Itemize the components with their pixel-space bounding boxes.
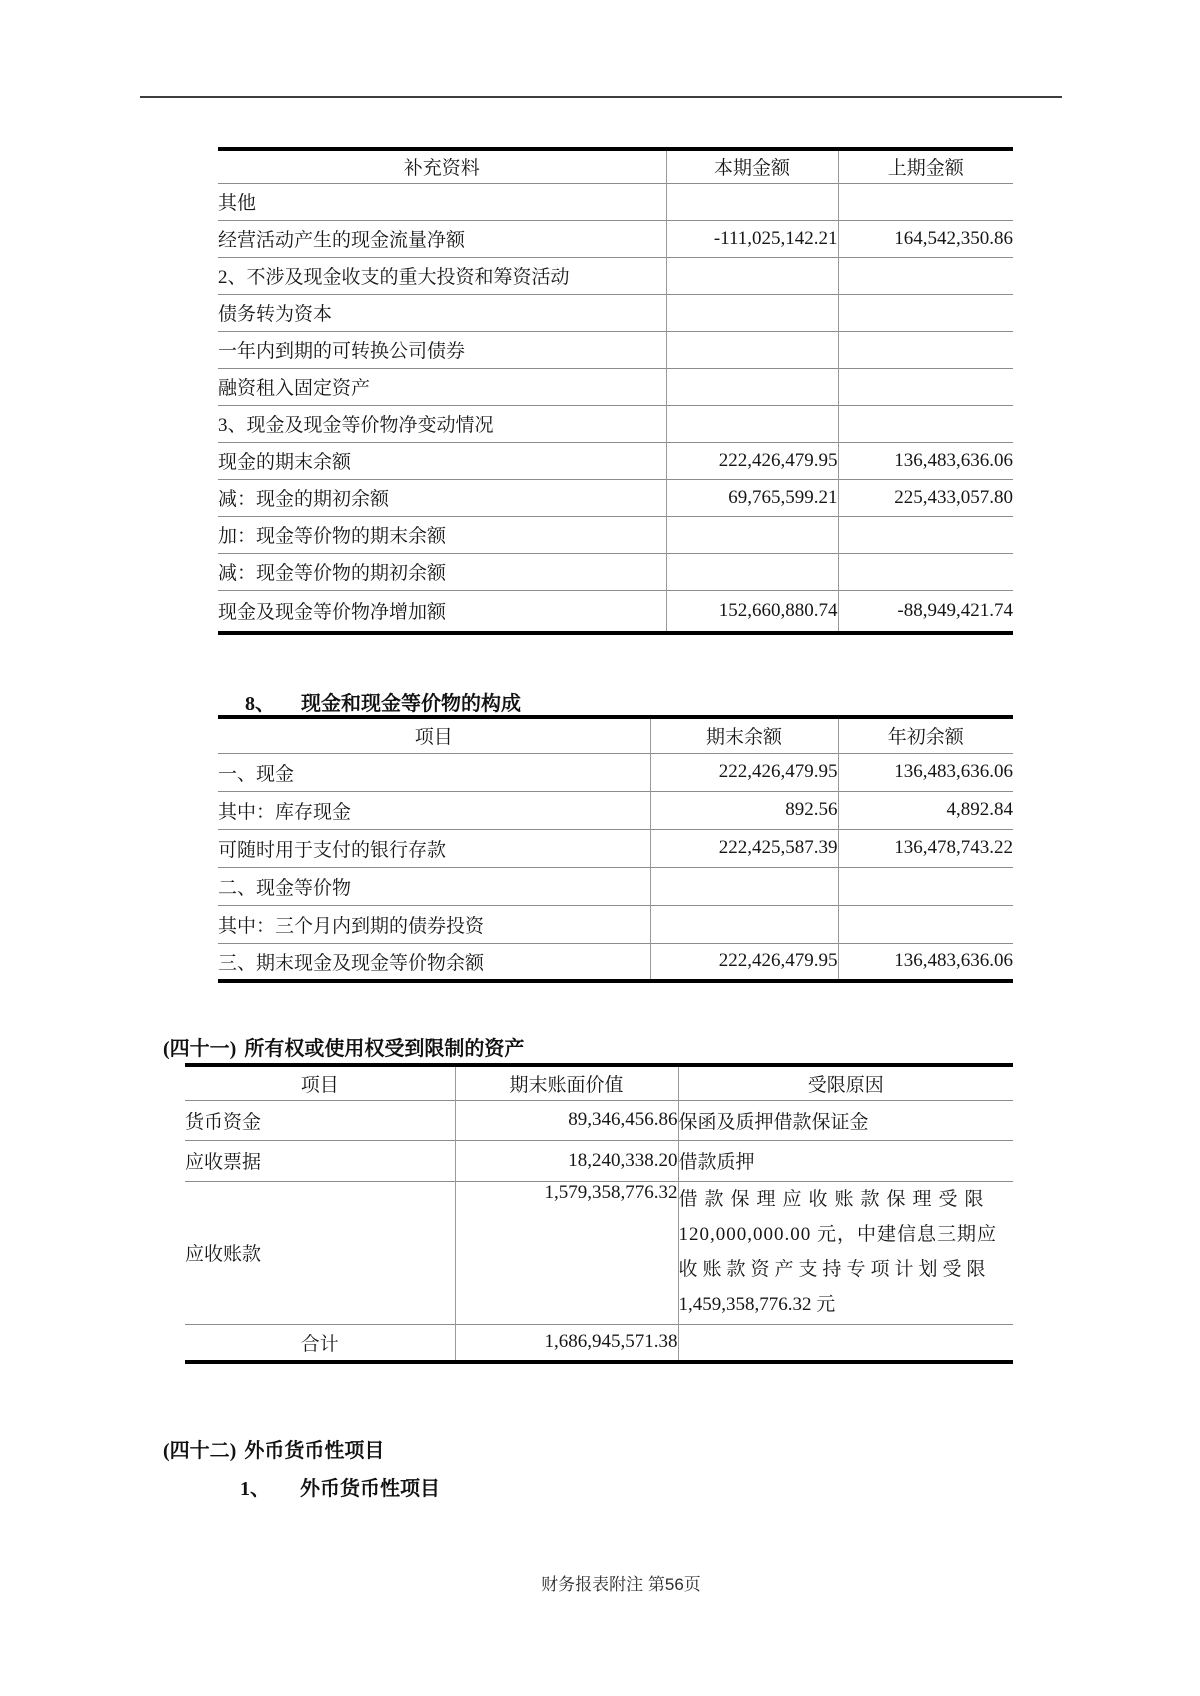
table-row	[218, 220, 1013, 257]
row-label: 3、现金及现金等价物净变动情况	[218, 415, 494, 436]
table-row	[218, 331, 1013, 368]
section-number: (四十二)	[163, 1440, 237, 1462]
column-header-supplementary: 补充资料	[403, 158, 480, 180]
row-label: 可随时用于支付的银行存款	[218, 839, 447, 861]
restriction-reason: 借款质押	[678, 1140, 1013, 1181]
row-label: 2、不涉及现金收支的重大投资和筹资活动	[218, 267, 570, 288]
restriction-reason: 保函及质押借款保证金	[678, 1100, 1013, 1140]
row-label: 现金及现金等价物净增加额	[218, 602, 447, 624]
beginning-balance: 136,478,743.22	[838, 829, 1013, 867]
row-label: 减：现金的期初余额	[218, 489, 390, 510]
row-label: 其中：三个月内到期的债券投资	[218, 915, 485, 937]
row-label: 减：现金等价物的期初余额	[218, 563, 447, 584]
row-label: 一年内到期的可转换公司债券	[218, 341, 466, 362]
section-title: 外币货币性项目	[300, 1478, 440, 1500]
row-label: 融资租入固定资产	[218, 378, 371, 399]
section-heading-restricted-assets	[163, 1032, 524, 1061]
table-row	[218, 553, 1013, 590]
restricted-assets-table	[185, 1063, 1013, 1364]
section-heading-foreign-currency	[163, 1434, 384, 1463]
column-header-item: 项目	[300, 1074, 339, 1096]
page-footer: 财务报表附注 第56页	[541, 1575, 701, 1594]
beginning-balance	[838, 867, 1013, 905]
row-label: 三、期末现金及现金等价物余额	[218, 952, 485, 974]
supplementary-info-table	[218, 147, 1013, 635]
cash-composition-table	[218, 715, 1013, 983]
table-row	[218, 905, 1013, 943]
section-number: 8、	[245, 693, 275, 715]
page-header-rule	[140, 96, 1062, 98]
table-row	[185, 1100, 1013, 1140]
row-label: 其中：库存现金	[218, 801, 352, 823]
row-label: 现金的期末余额	[218, 452, 352, 473]
current-amount	[666, 294, 838, 331]
restriction-reason	[678, 1181, 1013, 1324]
column-header-restriction-reason: 受限原因	[678, 1065, 1013, 1100]
column-header-ending-balance: 期末余额	[650, 717, 838, 753]
beginning-balance	[838, 905, 1013, 943]
row-label: 经营活动产生的现金流量净额	[218, 230, 466, 251]
beginning-balance: 4,892.84	[838, 791, 1013, 829]
beginning-balance: 136,483,636.06	[838, 753, 1013, 791]
prior-amount	[838, 553, 1013, 590]
table-row	[218, 516, 1013, 553]
row-label: 二、现金等价物	[218, 877, 352, 899]
subsection-heading-foreign-currency-items	[240, 1472, 440, 1501]
ending-book-value: 1,579,358,776.32	[455, 1181, 678, 1324]
table-row	[218, 943, 1013, 981]
table-row	[218, 867, 1013, 905]
prior-amount: 164,542,350.86	[838, 220, 1013, 257]
table-row	[218, 442, 1013, 479]
table-header-row	[218, 149, 1013, 183]
ending-balance: 222,426,479.95	[650, 943, 838, 981]
table-row	[218, 791, 1013, 829]
prior-amount: 136,483,636.06	[838, 442, 1013, 479]
section-title: 现金和现金等价物的构成	[301, 693, 521, 715]
ending-book-value: 18,240,338.20	[455, 1140, 678, 1181]
current-amount: -111,025,142.21	[666, 220, 838, 257]
table-row	[218, 405, 1013, 442]
current-amount	[666, 331, 838, 368]
row-label: 其他	[218, 193, 257, 214]
row-label: 应收账款	[185, 1244, 262, 1265]
current-amount: 152,660,880.74	[666, 590, 838, 633]
current-amount	[666, 183, 838, 220]
prior-amount	[838, 183, 1013, 220]
section-heading-cash-composition	[245, 687, 521, 716]
section-number: 1、	[240, 1478, 270, 1500]
prior-amount	[838, 405, 1013, 442]
column-header-ending-book-value: 期末账面价值	[455, 1065, 678, 1100]
restriction-reason	[678, 1324, 1013, 1362]
row-label: 债务转为资本	[218, 304, 333, 325]
table-row	[218, 479, 1013, 516]
current-amount	[666, 553, 838, 590]
row-label: 加：现金等价物的期末余额	[218, 526, 447, 547]
prior-amount	[838, 368, 1013, 405]
table-row	[218, 829, 1013, 867]
section-title: 所有权或使用权受到限制的资产	[244, 1038, 525, 1060]
table-row	[185, 1140, 1013, 1181]
current-amount	[666, 368, 838, 405]
prior-amount	[838, 331, 1013, 368]
table-total-row	[185, 1324, 1013, 1362]
table-row	[185, 1181, 1013, 1324]
column-header-prior-amount: 上期金额	[838, 149, 1013, 183]
prior-amount: -88,949,421.74	[838, 590, 1013, 633]
table-row	[218, 294, 1013, 331]
current-amount: 222,426,479.95	[666, 442, 838, 479]
table-row	[218, 590, 1013, 633]
column-header-item: 项目	[414, 727, 453, 749]
table-header-row	[218, 717, 1013, 753]
column-header-beginning-balance: 年初余额	[838, 717, 1013, 753]
row-label: 一、现金	[218, 763, 295, 785]
total-label: 合计	[300, 1333, 339, 1355]
row-label: 应收票据	[185, 1152, 262, 1173]
table-header-row	[185, 1065, 1013, 1100]
section-number: (四十一)	[163, 1038, 237, 1060]
total-value: 1,686,945,571.38	[455, 1324, 678, 1362]
restriction-reason-line: 120,000,000.00 元，中建信息三期应	[678, 1223, 998, 1245]
prior-amount	[838, 294, 1013, 331]
ending-book-value: 89,346,456.86	[455, 1100, 678, 1140]
ending-balance	[650, 905, 838, 943]
section-title: 外币货币性项目	[244, 1440, 385, 1462]
ending-balance: 222,425,587.39	[650, 829, 838, 867]
current-amount: 69,765,599.21	[666, 479, 838, 516]
current-amount	[666, 405, 838, 442]
table-row	[218, 368, 1013, 405]
row-label: 货币资金	[185, 1111, 262, 1133]
table-row	[218, 183, 1013, 220]
beginning-balance: 136,483,636.06	[838, 943, 1013, 981]
column-header-current-amount: 本期金额	[666, 149, 838, 183]
restriction-reason-line: 借款保理应收账款保理受限	[678, 1188, 991, 1210]
restriction-reason-line: 收账款资产支持专项计划受限	[678, 1258, 991, 1280]
ending-balance: 892.56	[650, 791, 838, 829]
ending-balance: 222,426,479.95	[650, 753, 838, 791]
table-row	[218, 753, 1013, 791]
current-amount	[666, 516, 838, 553]
table-row	[218, 257, 1013, 294]
ending-balance	[650, 867, 838, 905]
current-amount	[666, 257, 838, 294]
prior-amount: 225,433,057.80	[838, 479, 1013, 516]
restriction-reason-line: 1,459,358,776.32 元	[678, 1293, 836, 1315]
prior-amount	[838, 516, 1013, 553]
prior-amount	[838, 257, 1013, 294]
